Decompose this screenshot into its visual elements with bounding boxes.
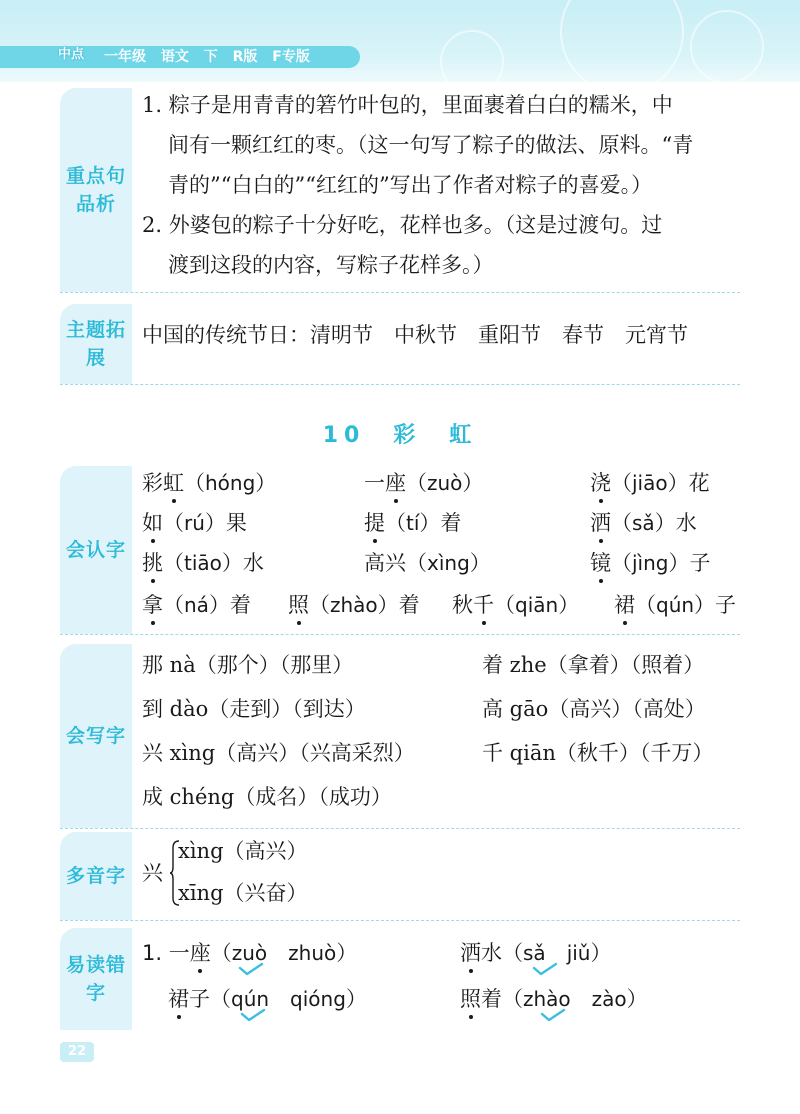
decoration-circle: [690, 10, 764, 84]
lesson-title: 10 彩 虹: [322, 423, 478, 448]
header-title: [104, 46, 320, 68]
grade: 一年级: [104, 49, 146, 65]
write-section: [60, 644, 740, 829]
recognize-item: 一座（zuò）: [364, 468, 483, 498]
misread-label: 易读错字: [66, 954, 127, 1004]
header-band: [0, 0, 800, 82]
write-item: 那 nà（那个）（那里）: [142, 653, 354, 677]
section-label: [60, 88, 132, 292]
write-item: 高 gāo（高兴）（高处）: [482, 697, 706, 721]
misread-item: 洒水（sǎ jiǔ）: [460, 938, 611, 968]
section-label: [60, 466, 132, 634]
recognize-item: 照（zhào）着: [288, 590, 420, 620]
subject: 语文: [160, 49, 189, 65]
recognize-item: 挑（tiāo）水: [142, 548, 264, 578]
write-item: 到 dào（走到）（到达）: [142, 697, 366, 721]
polyphone-section: [60, 832, 740, 921]
misread-item: 照着（zhào zào）: [460, 984, 648, 1014]
recognize-item: 拿（ná）着: [142, 590, 251, 620]
section-label: [60, 304, 132, 384]
polyphone-label: 多音字: [66, 865, 127, 887]
decoration-circle: [560, 0, 684, 94]
misread-section: [60, 928, 740, 1030]
recognize-item: 镜（jìng）子: [590, 548, 710, 578]
write-item: 着 zhe（拿着）（照着）: [482, 653, 705, 677]
recognize-item: 彩虹（hóng）: [142, 468, 276, 498]
edition: R版: [232, 49, 258, 65]
recognize-section: [60, 466, 740, 635]
check-icon: [532, 962, 558, 976]
write-label: 会写字: [66, 725, 127, 747]
write-item: 成 chéng（成名）（成功）: [142, 785, 392, 809]
theme-text: 中国的传统节日：清明节 中秋节 重阳节 春节 元宵节: [142, 323, 688, 347]
key-sentences-body: [142, 88, 740, 292]
sentence-line: 渡到这段的内容，写粽子花样多。）: [168, 253, 494, 277]
recognize-item: 洒（sǎ）水: [590, 508, 697, 538]
recognize-item: 裙（qún）子: [614, 590, 736, 620]
recognize-item: 如（rú）果: [142, 508, 247, 538]
check-icon: [238, 962, 264, 976]
theme-body: [142, 304, 740, 384]
check-icon: [540, 1008, 566, 1022]
special-edition: F专版: [272, 49, 310, 65]
term: 下: [203, 49, 218, 65]
polyphone-reading: xìng（高兴）: [178, 839, 308, 863]
sentence-line: 2. 外婆包的粽子十分好吃，花样也多。（这是过渡句。过: [142, 213, 663, 237]
decoration-circle: [440, 30, 504, 94]
recognize-label: 会认字: [66, 539, 127, 561]
write-body: [142, 644, 740, 828]
section-label: [60, 644, 132, 828]
sentence-line: 1. 粽子是用青青的箬竹叶包的，里面裹着白白的糯米，中: [142, 93, 673, 117]
write-item: 兴 xìng（高兴）（兴高采烈）: [142, 741, 415, 765]
section-label: [60, 832, 132, 920]
polyphone-char: 兴: [142, 861, 163, 885]
page-number: 22: [60, 1042, 94, 1062]
misread-item: 1. 一座（zuò zhuò）: [142, 938, 357, 968]
misread-item: 裙子（qún qióng）: [168, 984, 367, 1014]
sentence-line: 青的”“白白的”“红红的”写出了作者对粽子的喜爱。）: [168, 173, 653, 197]
logo: 中点: [58, 47, 85, 62]
recognize-item: 秋千（qiān）: [452, 590, 579, 620]
polyphone-reading: xīng（兴奋）: [178, 881, 308, 905]
section-label: [60, 928, 132, 1030]
recognize-item: 高兴（xìng）: [364, 551, 491, 575]
key-sentences-label: 重点句品析: [66, 165, 127, 215]
misread-body: [142, 928, 740, 1030]
key-sentences-section: [60, 88, 740, 293]
theme-section: [60, 304, 740, 385]
recognize-item: 提（tí）着: [364, 508, 461, 538]
polyphone-body: [142, 832, 740, 920]
recognize-body: [142, 466, 740, 634]
check-icon: [240, 1008, 266, 1022]
theme-label: 主题拓展: [66, 319, 127, 369]
write-item: 千 qiān（秋千）（千万）: [482, 741, 714, 765]
recognize-item: 浇（jiāo）花: [590, 468, 710, 498]
sentence-line: 间有一颗红红的枣。（这一句写了粽子的做法、原料。“青: [168, 133, 694, 157]
